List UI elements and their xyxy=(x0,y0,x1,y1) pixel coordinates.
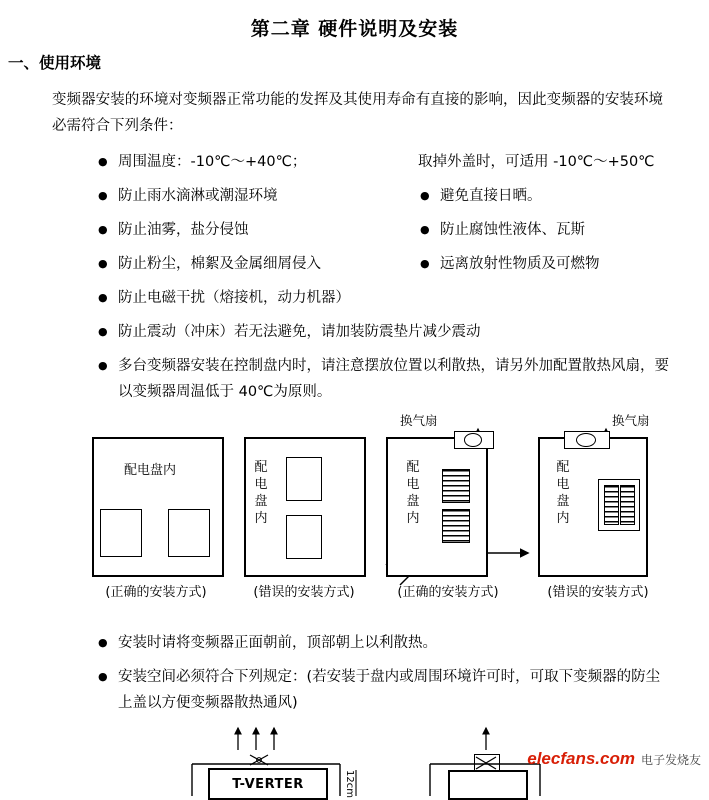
bullet-text-right-wrapper xyxy=(418,251,669,277)
bullet-text-right: 防止腐蚀性液体、瓦斯 xyxy=(440,222,585,238)
panel-4-device-a xyxy=(604,485,619,525)
panel-3-device-top xyxy=(442,469,470,503)
list-item xyxy=(96,217,669,243)
list-item xyxy=(96,251,669,277)
watermark-subtitle: 电子发烧友 xyxy=(640,752,701,767)
installation-diagram xyxy=(0,413,709,608)
mounting-list xyxy=(96,630,669,716)
bullet-text-right: 远离放射性物质及可燃物 xyxy=(440,256,600,272)
panel-4-fan-glyph xyxy=(576,433,596,447)
list-item xyxy=(96,149,669,175)
panel-1-caption: (正确的安装方式) xyxy=(105,585,207,600)
bullet-dot-icon: ● xyxy=(420,223,430,236)
panel-4-label: 配 电 盘 内 xyxy=(556,460,570,526)
dimension-label: 12cm xyxy=(344,770,355,798)
bullet-list-after xyxy=(96,630,669,716)
list-item xyxy=(96,353,669,405)
bullet-text: 防止震动（冲床）若无法避免，请加装防震垫片减少震动 xyxy=(118,324,481,340)
panel-1-device-right xyxy=(168,509,210,557)
requirements-list xyxy=(96,149,669,405)
page-title: 第二章 硬件说明及安装 xyxy=(250,18,459,40)
panel-3-fan-glyph xyxy=(464,433,482,447)
panel-3-device-bottom xyxy=(442,509,470,543)
panel-1-label: 配电盘内 xyxy=(124,463,177,478)
bullet-text: 安装空间必须符合下列规定：(若安装于盘内或周围环境许可时，可取下变频器的防尘上盖以方便变频器散热通风) xyxy=(118,669,661,711)
fan-label-left: 换气扇 xyxy=(400,413,438,428)
list-item xyxy=(96,664,669,716)
panel-4-device-b xyxy=(620,485,635,525)
bullet-dot-icon: ● xyxy=(420,257,430,270)
bullet-text-left: ● 防止油雾，盐分侵蚀 xyxy=(118,222,249,238)
inverter-body-right xyxy=(448,770,528,800)
diagram-panel-3 xyxy=(386,437,488,577)
bullet-dot-icon: ● xyxy=(420,189,430,202)
panel-3-caption: (正确的安装方式) xyxy=(397,585,499,600)
list-item xyxy=(96,183,669,209)
bullet-text-right: 取掉外盖时，可适用 -10℃～+50℃ xyxy=(418,154,655,170)
bullet-text-right-wrapper xyxy=(418,183,669,209)
watermark-brand: elecfans.com xyxy=(527,749,635,768)
document-page xyxy=(0,14,709,798)
bullet-text: 防止电磁干扰（熔接机，动力机器） xyxy=(118,290,350,306)
list-item xyxy=(96,319,669,345)
list-item xyxy=(96,285,669,311)
bullet-text: 安装时请将变频器正面朝前，顶部朝上以利散热。 xyxy=(118,635,437,651)
fan-symbol-left xyxy=(248,752,270,766)
bullet-list xyxy=(96,149,669,405)
panel-3-label: 配 电 盘 内 xyxy=(406,460,420,526)
bullet-text-left: ● 防止粉尘，棉絮及金属细屑侵入 xyxy=(118,256,321,272)
bullet-text-left: ● 周围温度：-10℃～+40℃； xyxy=(118,154,307,170)
panel-2-device-bottom xyxy=(286,515,322,559)
bullet-text: 多台变频器安装在控制盘内时，请注意摆放位置以利散热，请另外加配置散热风扇，要以变频器周温低于 40℃为原则。 xyxy=(118,358,669,400)
bullet-text-right-wrapper xyxy=(418,217,669,243)
panel-2-caption: (错误的安装方式) xyxy=(253,585,355,600)
bullet-text-right: 避免直接日晒。 xyxy=(440,188,542,204)
fan-label-right: 换气扇 xyxy=(612,413,650,428)
bullet-text-left: ● 防止雨水滴淋或潮湿环境 xyxy=(118,188,278,204)
panel-2-label: 配 电 盘 内 xyxy=(254,460,268,526)
watermark xyxy=(527,749,701,769)
panel-4-caption: (错误的安装方式) xyxy=(547,585,649,600)
inverter-body-left: T-VERTER xyxy=(208,768,328,800)
list-item xyxy=(96,630,669,656)
panel-2-device-top xyxy=(286,457,322,501)
section-heading: 一、使用环境 xyxy=(8,54,102,72)
intro-paragraph: 变频器安装的环境对变频器正常功能的发挥及其使用寿命有直接的影响，因此变频器的安装环境必需符合下列条件： xyxy=(52,92,663,134)
panel-1-device-left xyxy=(100,509,142,557)
